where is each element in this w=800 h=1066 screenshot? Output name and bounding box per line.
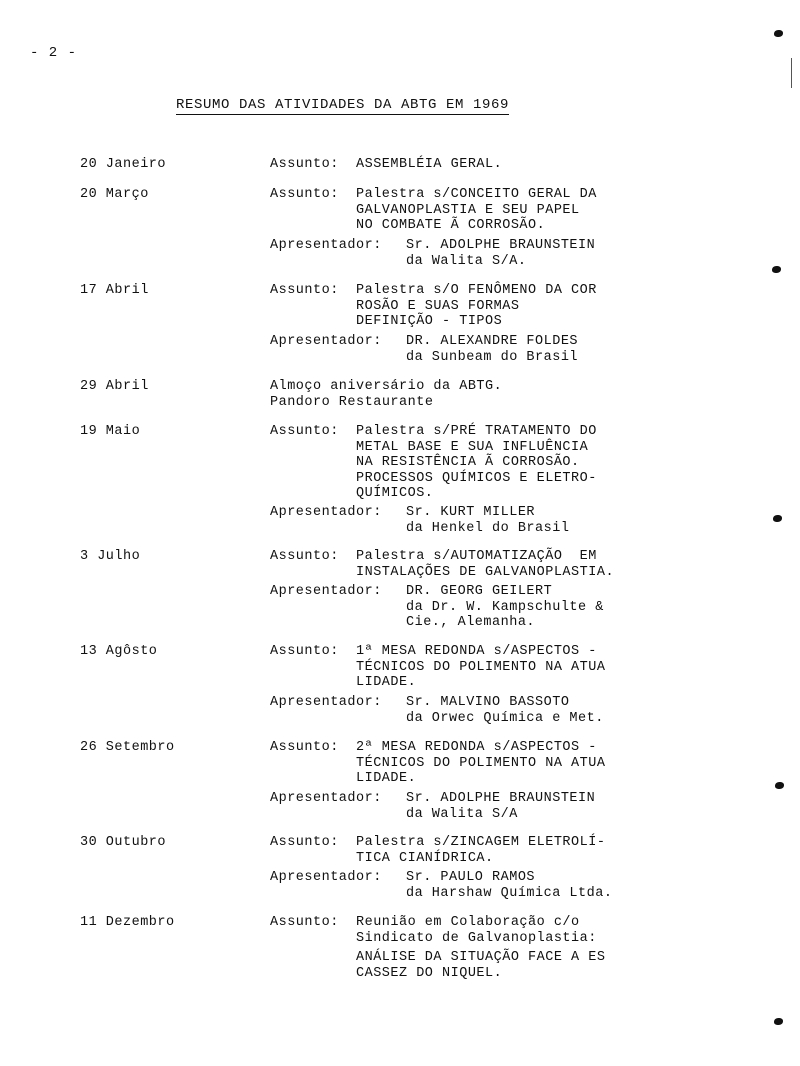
- activity-subject-label: Assunto:: [270, 424, 339, 439]
- activity-date: 19 Maio: [80, 424, 141, 439]
- activity-date: 29 Abril: [80, 379, 149, 394]
- activity-subject-text: METAL BASE E SUA INFLUÊNCIA: [356, 439, 589, 455]
- scan-mark: [773, 515, 782, 522]
- activity-subject: [270, 157, 502, 173]
- activity-subject-text: TÉCNICOS DO POLIMENTO NA ATUA: [356, 755, 606, 771]
- activity-subject-text: INSTALAÇÕES DE GALVANOPLASTIA.: [356, 564, 615, 580]
- activity-subject-detail: [270, 950, 605, 981]
- activity-subject-text: Sindicato de Galvanoplastia:: [356, 930, 597, 946]
- activity-subject-label: Assunto:: [270, 157, 339, 172]
- activity-subject-text: QUÍMICOS.: [356, 486, 434, 501]
- activity-subject-label: Assunto:: [270, 835, 339, 850]
- activity-presenter-text: Sr. ADOLPHE BRAUNSTEIN: [406, 791, 596, 806]
- activity-note-text: Almoço aniversário da ABTG.: [270, 379, 503, 394]
- activity-presenter-text: da Sunbeam do Brasil: [406, 349, 579, 365]
- scan-mark: [772, 266, 781, 273]
- activity-presenter-text: Sr. MALVINO BASSOTO: [406, 695, 570, 710]
- scan-mark: [774, 30, 783, 37]
- activity-subject-detail-text: ANÁLISE DA SITUAÇÃO FACE A ES: [356, 950, 606, 965]
- page-title: RESUMO DAS ATIVIDADES DA ABTG EM 1969: [176, 97, 510, 113]
- activity-subject-text: TICA CIANÍDRICA.: [356, 850, 494, 866]
- activity-date: 20 Janeiro: [80, 157, 167, 172]
- activity-presenter-text: Sr. KURT MILLER: [406, 505, 536, 520]
- activity-presenter-text: Sr. ADOLPHE BRAUNSTEIN: [406, 238, 596, 253]
- activity-presenter-label: Apresentador:: [270, 334, 382, 349]
- activity-subject-text: LIDADE.: [356, 675, 417, 690]
- activity-date: 3 Julho: [80, 549, 141, 564]
- activity-subject-text: Palestra s/ZINCAGEM ELETROLÍ-: [356, 835, 606, 850]
- activity-presenter: [270, 334, 578, 365]
- activity-subject-text: ASSEMBLÉIA GERAL.: [356, 157, 503, 172]
- activity-presenter: [270, 791, 595, 822]
- activity-subject-label: Assunto:: [270, 283, 339, 298]
- activity-presenter-label: Apresentador:: [270, 791, 382, 806]
- activity-subject-label: Assunto:: [270, 187, 339, 202]
- activity-presenter: [270, 695, 604, 726]
- activity-subject: [270, 424, 597, 502]
- activity-subject-text: PROCESSOS QUÍMICOS E ELETRO-: [356, 470, 597, 486]
- activity-presenter: [270, 238, 595, 269]
- activity-subject: [270, 283, 597, 330]
- activity-presenter: [270, 584, 604, 631]
- activity-subject-text: TÉCNICOS DO POLIMENTO NA ATUA: [356, 659, 606, 675]
- activity-presenter-text: DR. ALEXANDRE FOLDES: [406, 334, 579, 349]
- activity-presenter-label: Apresentador:: [270, 695, 382, 710]
- activity-subject-label: Assunto:: [270, 915, 339, 930]
- activity-subject: [270, 740, 605, 787]
- activity-subject-label: Assunto:: [270, 644, 339, 659]
- activity-presenter-label: Apresentador:: [270, 870, 382, 885]
- activity-date: 30 Outubro: [80, 835, 167, 850]
- activity-subject-text: GALVANOPLASTIA E SEU PAPEL: [356, 202, 580, 218]
- scan-edge-mark: [791, 58, 792, 88]
- activity-subject-text: DEFINIÇÃO - TIPOS: [356, 314, 503, 329]
- activity-presenter-text: DR. GEORG GEILERT: [406, 584, 553, 599]
- activity-presenter-text: da Dr. W. Kampschulte &: [406, 599, 604, 615]
- activity-date: 11 Dezembro: [80, 915, 175, 930]
- activity-date: 13 Agôsto: [80, 644, 158, 659]
- activity-subject-text: LIDADE.: [356, 771, 417, 786]
- activity-subject-text: NO COMBATE Ã CORROSÃO.: [356, 218, 546, 233]
- activity-presenter: [270, 505, 569, 536]
- activity-subject-text: Palestra s/O FENÔMENO DA COR: [356, 283, 597, 298]
- activity-presenter-text: Cie., Alemanha.: [406, 615, 536, 630]
- activity-date: 17 Abril: [80, 283, 149, 298]
- activity-presenter-label: Apresentador:: [270, 584, 382, 599]
- activity-subject: [270, 835, 605, 866]
- activity-subject-text: Palestra s/PRÉ TRATAMENTO DO: [356, 424, 597, 439]
- activity-presenter-label: Apresentador:: [270, 238, 382, 253]
- activity-presenter-text: da Harshaw Química Ltda.: [406, 885, 613, 901]
- activity-presenter-text: da Walita S/A.: [406, 253, 527, 269]
- activity-subject: [270, 549, 614, 580]
- activity-subject-label: Assunto:: [270, 740, 339, 755]
- activity-date: 20 Março: [80, 187, 149, 202]
- activity-subject: [270, 644, 605, 691]
- activity-subject: [270, 915, 597, 946]
- activity-subject-detail-text: CASSEZ DO NIQUEL.: [356, 965, 503, 981]
- activity-presenter-text: Sr. PAULO RAMOS: [406, 870, 536, 885]
- activity-subject-text: ROSÃO E SUAS FORMAS: [356, 298, 520, 314]
- page-number: - 2 -: [30, 45, 78, 61]
- activity-presenter-label: Apresentador:: [270, 505, 382, 520]
- activity-presenter-text: da Orwec Química e Met.: [406, 710, 604, 726]
- activity-presenter-text: da Walita S/A: [406, 806, 518, 822]
- activity-subject-text: 2ª MESA REDONDA s/ASPECTOS -: [356, 740, 597, 755]
- activity-subject-text: Palestra s/CONCEITO GERAL DA: [356, 187, 597, 202]
- activity-subject: [270, 187, 597, 234]
- activity-presenter: [270, 870, 612, 901]
- activity-subject-text: 1ª MESA REDONDA s/ASPECTOS -: [356, 644, 597, 659]
- activity-note: [270, 379, 502, 410]
- activity-note-text: Pandoro Restaurante: [270, 394, 434, 410]
- activity-subject-label: Assunto:: [270, 549, 339, 564]
- activity-date: 26 Setembro: [80, 740, 175, 755]
- activity-subject-text: Reunião em Colaboração c/o: [356, 915, 580, 930]
- scan-mark: [774, 1018, 783, 1025]
- scan-mark: [775, 782, 784, 789]
- activity-subject-text: Palestra s/AUTOMATIZAÇÃO EM: [356, 549, 597, 564]
- activity-presenter-text: da Henkel do Brasil: [406, 520, 570, 536]
- activity-subject-text: NA RESISTÊNCIA Ã CORROSÃO.: [356, 455, 580, 470]
